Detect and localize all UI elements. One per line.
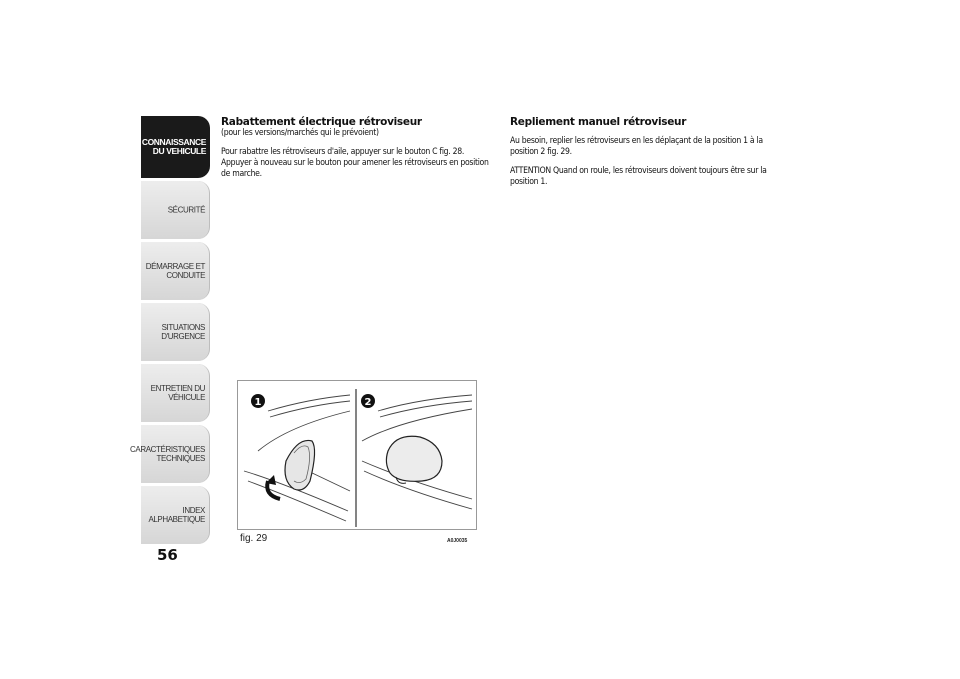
tab-situations-d-urgence[interactable]: [141, 303, 210, 361]
tab-label: DÉMARRAGE ET CONDUITE: [145, 262, 205, 280]
section-heading: Rabattement électrique rétroviseur: [221, 116, 422, 128]
section-paragraph: Pour rabattre les rétroviseurs d'aile, appuyer sur le bouton C fig. 28. Appuyer à nouveau sur le bouton pour amener les rétroviseurs en position de marche.: [221, 147, 489, 179]
figure-code: A0J0035: [447, 538, 468, 544]
tab-securite[interactable]: [141, 181, 210, 239]
mirror-position-1: [266, 440, 315, 499]
tab-entretien-du-vehicule[interactable]: [141, 364, 210, 422]
mirror-folding-illustration: [237, 380, 477, 530]
tab-demarrage-et-conduite[interactable]: [141, 242, 210, 300]
chapter-tabs: [130, 116, 210, 547]
section-paragraph: Au besoin, replier les rétroviseurs en les déplaçant de la position 1 à la position 2 fig. 29.: [510, 136, 763, 157]
marker-1-label: 1: [254, 397, 262, 408]
section-heading: Repliement manuel rétroviseur: [510, 116, 687, 128]
left-column: [221, 116, 491, 180]
tab-label: CARACTÉRISTIQUES TECHNIQUES: [130, 445, 205, 463]
section-subheading: (pour les versions/marchés qui le prévoient): [221, 128, 379, 138]
mirror-position-2: [386, 436, 442, 483]
tab-label: INDEX ALPHABETIQUE: [148, 506, 205, 524]
attention-note: ATTENTION Quand on roule, les rétroviseurs doivent toujours être sur la position 1.: [510, 166, 767, 187]
tab-label: CONNAISSANCE DU VEHICULE: [141, 137, 206, 156]
tab-connaissance-du-vehicule[interactable]: [141, 116, 210, 178]
page-number: 56: [157, 546, 178, 564]
marker-2-label: 2: [364, 397, 372, 408]
tab-label: SITUATIONS D'URGENCE: [161, 323, 205, 341]
tab-label: SÉCURITÉ: [167, 205, 205, 215]
tab-label: ENTRETIEN DU VÉHICULE: [150, 384, 205, 402]
mirror-diagram: [238, 381, 476, 529]
figure-caption: fig. 29: [240, 533, 268, 544]
right-column: [510, 116, 790, 188]
tab-caracteristiques-techniques[interactable]: [130, 425, 210, 483]
tab-index-alphabetique[interactable]: [141, 486, 210, 544]
